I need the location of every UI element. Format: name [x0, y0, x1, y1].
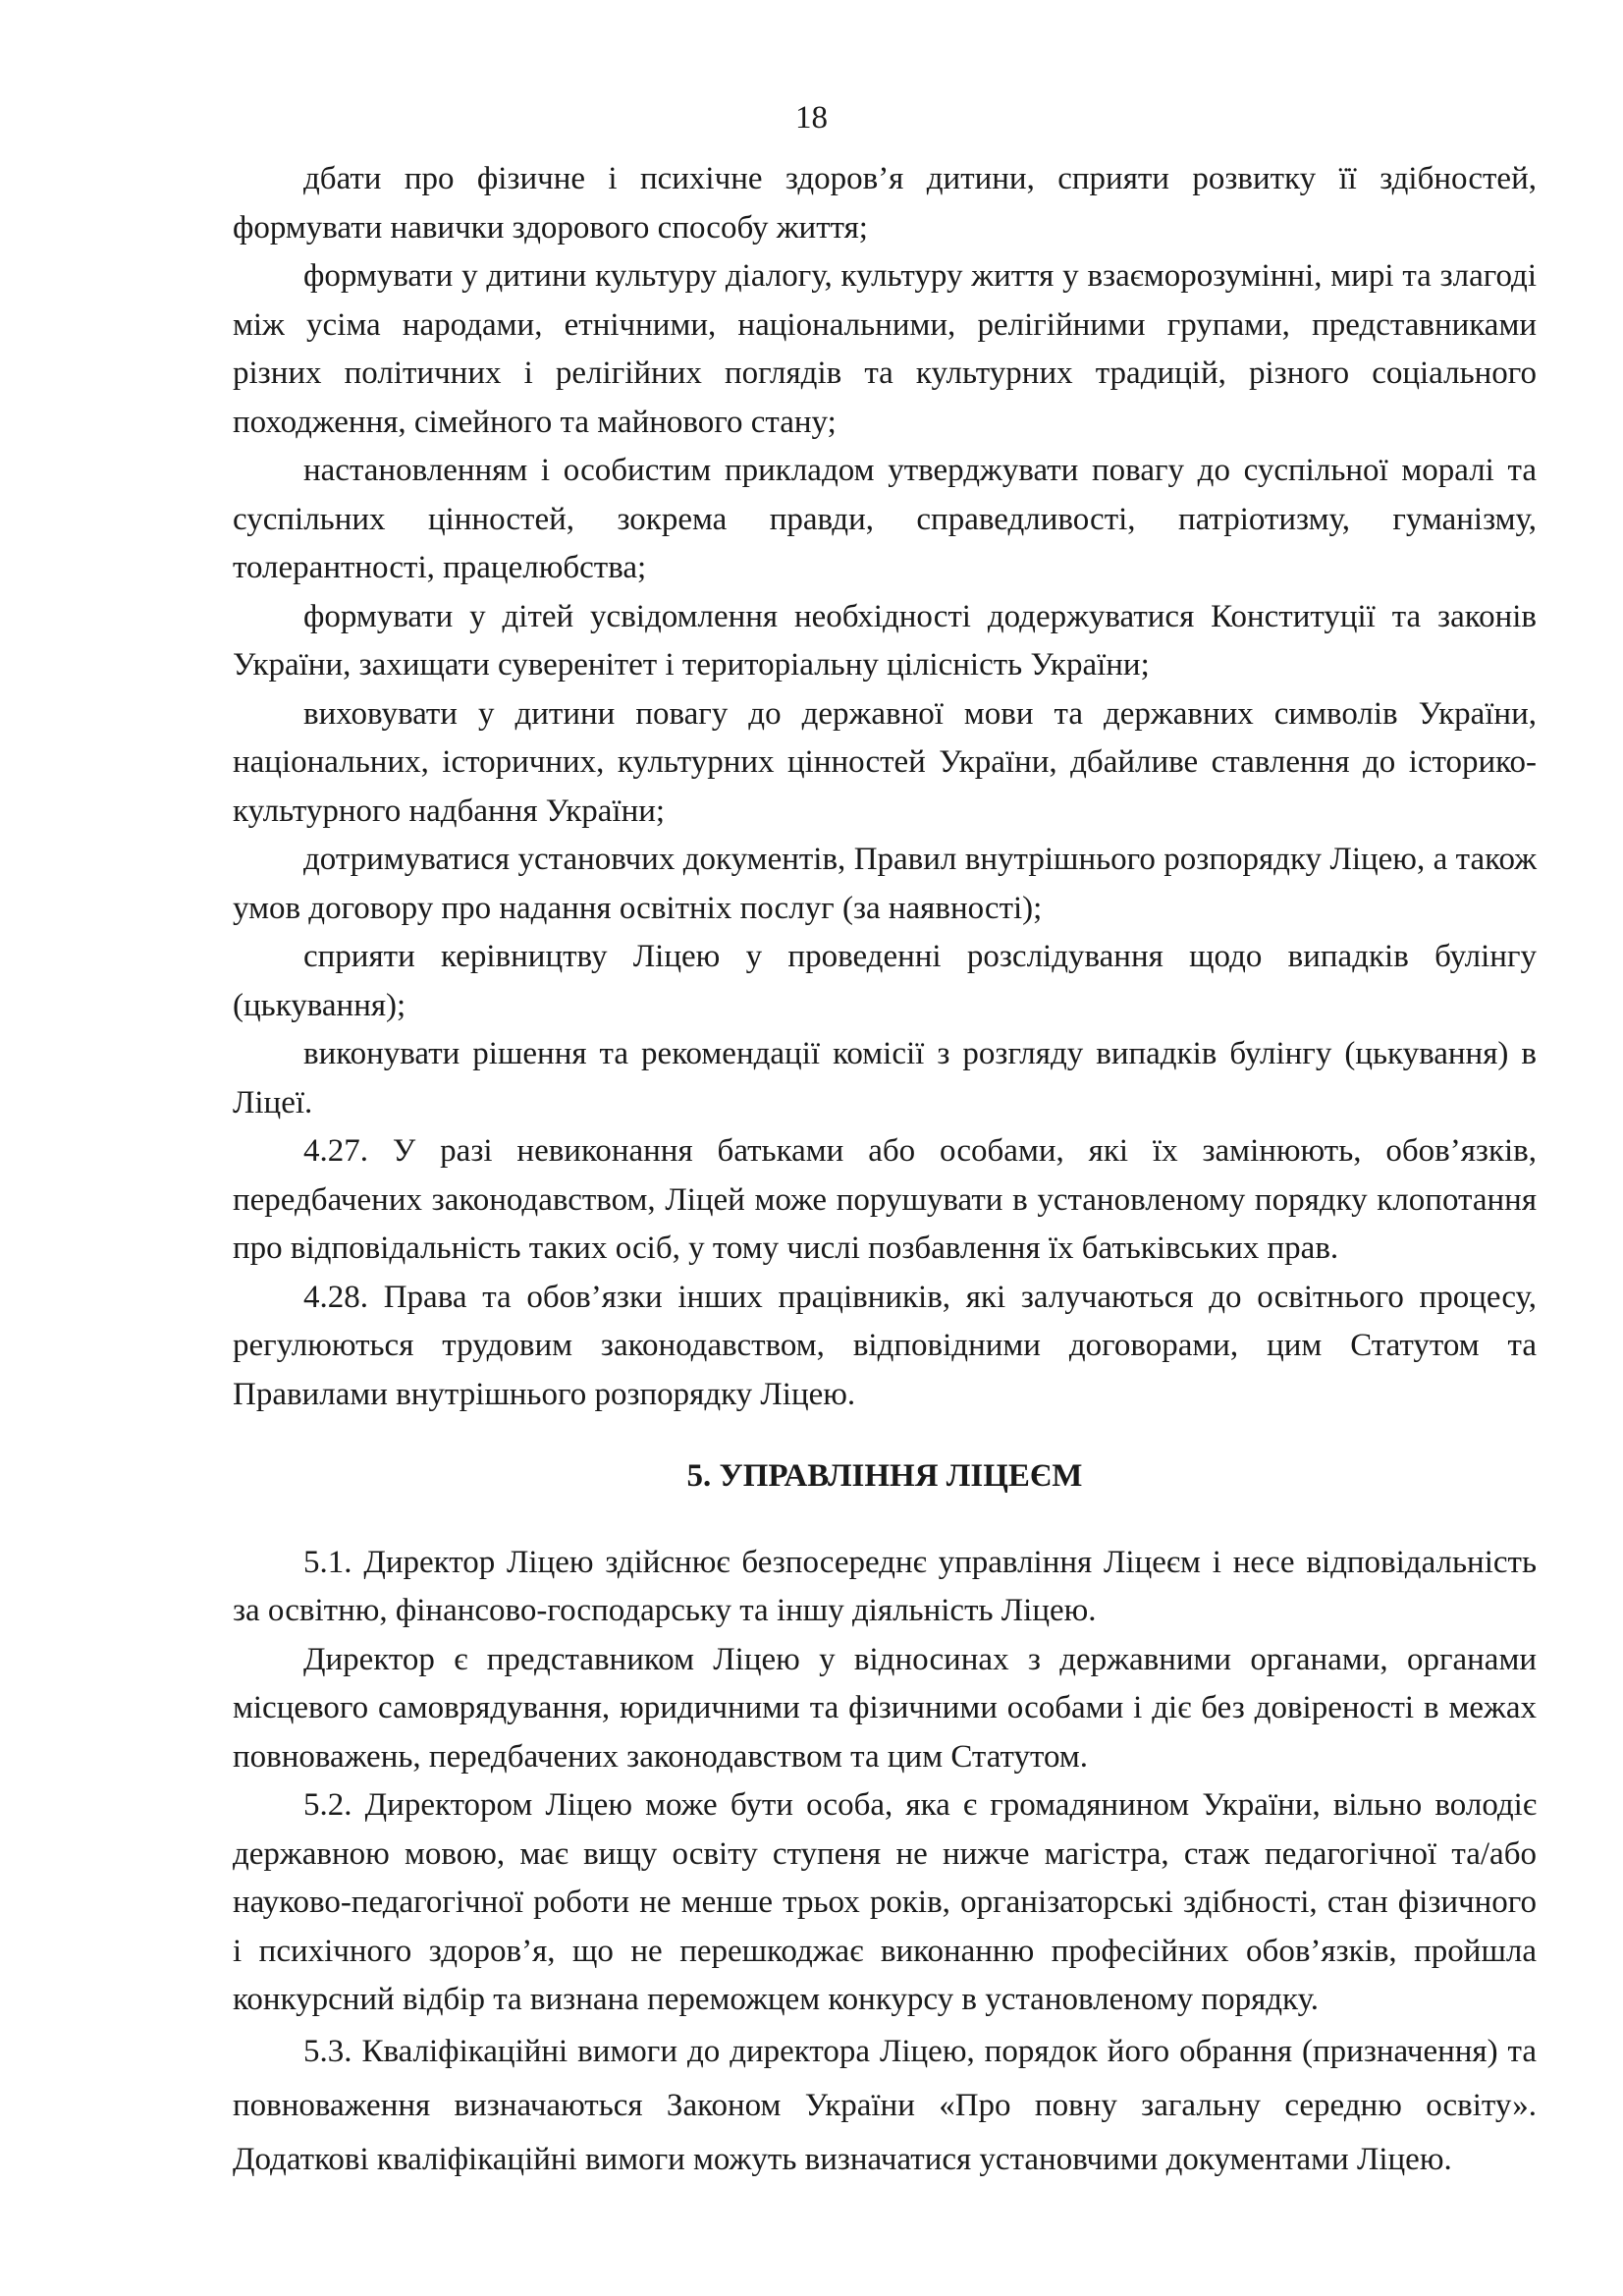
paragraph-parent-duty-dialogue: формувати у дитини культуру діалогу, культуру життя у взаєморозумінні, мирі та злагоді між усіма народами, етнічними, національними, релігійними групами, представниками різних політичних і релігійних поглядів та культурних традицій, різного соціального походження, сімейного та майнового стану; [233, 258, 1537, 440]
paragraph-parent-duty-morals: настановленням і особистим прикладом утверджувати повагу до суспільної моралі та суспільних цінностей, зокрема правди, справедливості, патріотизму, гуманізму, толерантності, працелюбства; [233, 453, 1537, 585]
section-heading: 5. УПРАВЛІННЯ ЛІЦЕЄМ [686, 1458, 1083, 1494]
paragraph-5-2: 5.2. Директором Ліцею може бути особа, яка є громадянином України, вільно володіє державною мовою, має вищу освіту ступеня не нижче магістра, стаж педагогічної та/або науково-педагогічної роботи не менше трьох років, організаторські здібності, стан фізичного і психічного здоров’я, що не перешкоджає виконанню професійних обов’язків, пройшла конкурсний відбір та визнана переможцем конкурсу в установленому порядку. [233, 1787, 1537, 2017]
paragraph-5-3: 5.3. Кваліфікаційні вимоги до директора Ліцею, порядок його обрання (призначення) та повноваження визначаються Законом України «Про повну загальну середню освіту». Додаткові кваліфікаційні вимоги можуть визначатися установчими документами Ліцею. [233, 2033, 1537, 2177]
paragraph-parent-duty-documents: дотримуватися установчих документів, Правил внутрішнього розпорядку Ліцею, а також умов договору про надання освітніх послуг (за наявності); [233, 842, 1537, 926]
paragraph-parent-duty-health: дбати про фізичне і психічне здоров’я дитини, сприяти розвитку її здібностей, формувати навички здорового способу життя; [233, 161, 1537, 246]
paragraph-4-28: 4.28. Права та обов’язки інших працівників, які залучаються до освітнього процесу, регулюються трудовим законодавством, відповідними договорами, цим Статутом та Правилами внутрішнього розпорядку Ліцею. [233, 1279, 1537, 1412]
paragraph-5-1: 5.1. Директор Ліцею здійснює безпосереднє управління Ліцеєм і несе відповідальність за освітню, фінансово-господарську та іншу діяльність Ліцею. [233, 1544, 1537, 1628]
paragraph-parent-duty-constitution: формувати у дітей усвідомлення необхідності додержуватися Конституції та законів України, захищати суверенітет і територіальну цілісність України; [233, 598, 1537, 683]
paragraph-parent-duty-bullying-commission: виконувати рішення та рекомендації комісії з розгляду випадків булінгу (цькування) в Ліцеї. [233, 1036, 1537, 1121]
paragraph-parent-duty-symbols: виховувати у дитини повагу до державної мови та державних символів України, національних, історичних, культурних цінностей України, дбайливе ставлення до історико-культурного надбання України; [233, 695, 1537, 829]
document-body [233, 155, 1537, 2187]
paragraph-parent-duty-bullying-investigation: сприяти керівництву Ліцею у проведенні розслідування щодо випадків булінгу (цькування); [233, 939, 1537, 1023]
paragraph-director-representative: Директор є представником Ліцею у відносинах з державними органами, органами місцевого самоврядування, юридичними та фізичними особами і діє без довіреності в межах повноважень, передбачених законодавством та цим Статутом. [233, 1641, 1537, 1775]
page-number: 18 [795, 100, 828, 136]
paragraph-4-27: 4.27. У разі невиконання батьками або особами, які їх замінюють, обов’язків, передбачених законодавством, Ліцей може порушувати в установленому порядку клопотання про відповідальність таких осіб, у тому числі позбавлення їх батьківських прав. [233, 1133, 1537, 1266]
